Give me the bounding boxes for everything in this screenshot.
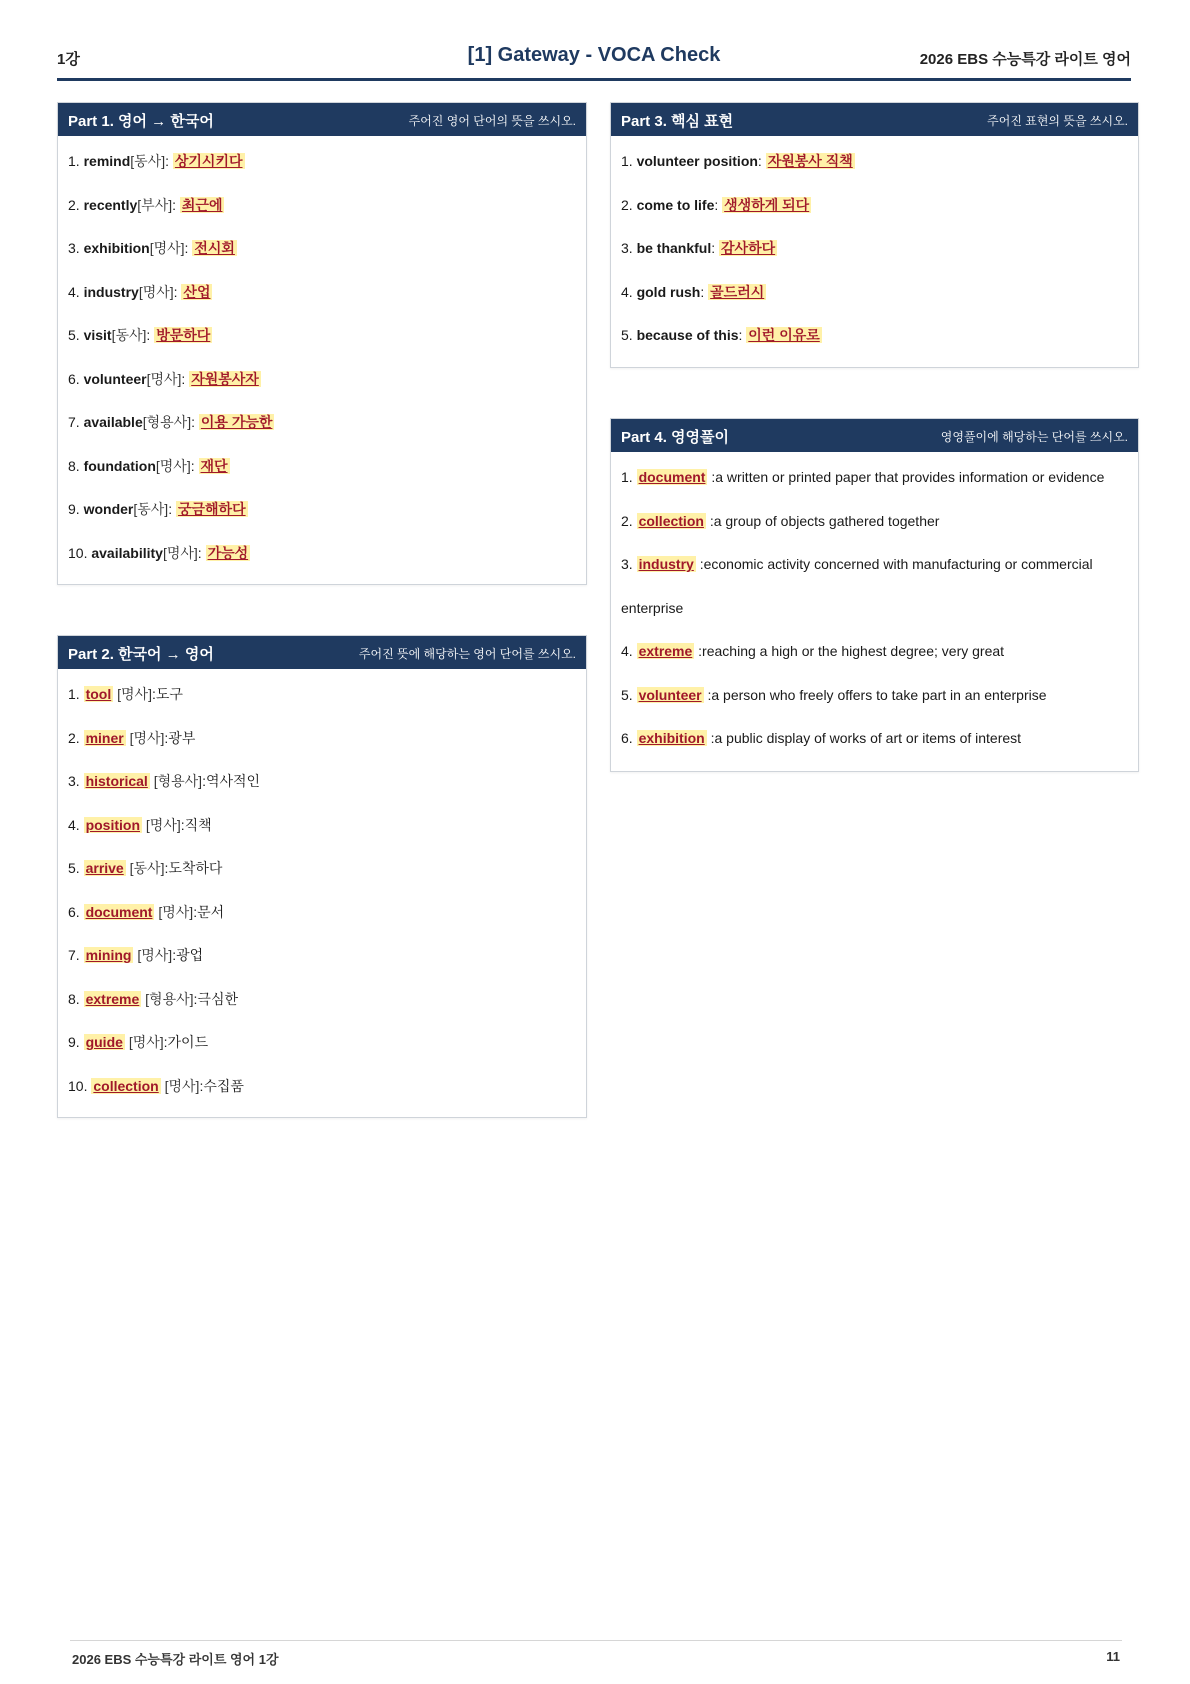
list-item xyxy=(68,184,576,228)
list-item xyxy=(68,271,576,315)
english-word: volunteer xyxy=(83,370,147,387)
separator: : xyxy=(711,240,716,256)
answer: 이용 가능한 xyxy=(200,414,273,430)
korean-meaning: :도구 xyxy=(151,686,183,702)
part-of-speech: [형용사] xyxy=(145,990,194,1007)
item-number: 9. xyxy=(68,1034,80,1050)
item-number: 10. xyxy=(68,1077,88,1094)
expression: volunteer position xyxy=(636,153,758,169)
part4-list xyxy=(611,452,1138,761)
part-of-speech: [동사] xyxy=(130,153,166,169)
item-number: 3. xyxy=(68,240,80,256)
answer: historical xyxy=(85,773,148,789)
item-number: 1. xyxy=(621,153,633,169)
separator: : xyxy=(197,544,202,561)
list-item xyxy=(68,227,576,271)
separator: : xyxy=(184,240,189,256)
separator: : xyxy=(172,196,176,213)
korean-meaning: :가이드 xyxy=(163,1034,209,1050)
part-of-speech: [형용사] xyxy=(142,414,192,430)
list-item xyxy=(68,804,576,848)
lesson-label: 1강 xyxy=(57,51,80,68)
item-number: 6. xyxy=(68,903,80,920)
expression: be thankful xyxy=(636,240,712,256)
answer: tool xyxy=(85,686,112,702)
item-number: 5. xyxy=(68,860,80,876)
part-of-speech: [명사] xyxy=(117,686,152,702)
item-number: 10. xyxy=(68,544,88,561)
separator: : xyxy=(190,457,195,474)
korean-meaning: :직책 xyxy=(180,816,212,833)
part4-panel xyxy=(610,418,1139,772)
part-of-speech: [명사] xyxy=(145,816,181,833)
item-number: 2. xyxy=(68,729,80,746)
item-number: 5. xyxy=(621,686,633,703)
answer: 가능성 xyxy=(207,544,249,561)
part-of-speech: [명사] xyxy=(164,1077,200,1094)
item-number: 3. xyxy=(68,773,80,789)
answer: 산업 xyxy=(183,283,211,300)
answer: exhibition xyxy=(638,730,705,746)
expression: gold rush xyxy=(636,283,701,300)
definition: :economic activity concerned with manufacturing or commercial xyxy=(699,556,1093,572)
part-of-speech: [명사] xyxy=(162,544,198,561)
item-number: 7. xyxy=(68,414,80,430)
list-item xyxy=(68,401,576,445)
part-of-speech: [동사] xyxy=(129,860,165,876)
part4-instruction: 영영풀이에 해당하는 단어를 쓰시오. xyxy=(940,430,1128,444)
list-item xyxy=(68,445,576,489)
item-number: 4. xyxy=(621,283,633,300)
item-number: 1. xyxy=(68,153,80,169)
part2-panel xyxy=(57,635,587,1118)
list-item xyxy=(68,934,576,978)
english-word: visit xyxy=(83,327,112,343)
answer: document xyxy=(638,469,706,485)
page-number: 11 xyxy=(1106,1649,1120,1664)
item-number: 2. xyxy=(621,196,633,213)
korean-meaning: :도착하다 xyxy=(164,860,223,876)
answer: volunteer xyxy=(638,686,702,703)
list-item xyxy=(68,140,576,184)
part-of-speech: [부사] xyxy=(137,196,173,213)
list-item xyxy=(68,847,576,891)
page-title: [1] Gateway - VOCA Check xyxy=(467,44,721,66)
english-word: available xyxy=(83,414,143,430)
answer: 이런 이유로 xyxy=(748,327,820,343)
part-of-speech: [명사] xyxy=(137,947,173,963)
answer: guide xyxy=(85,1034,123,1050)
list-item xyxy=(68,673,576,717)
definition: :a person who freely offers to take part in an enterprise xyxy=(707,686,1047,703)
part-of-speech: [명사] xyxy=(155,457,191,474)
list-item xyxy=(68,1021,576,1065)
english-word: recently xyxy=(83,196,138,213)
english-word: remind xyxy=(83,153,131,169)
separator: : xyxy=(181,370,186,387)
part-of-speech: [동사] xyxy=(111,327,147,343)
answer: 골드러시 xyxy=(710,283,765,300)
list-item xyxy=(68,488,576,532)
answer: 자원봉사 직책 xyxy=(767,153,853,169)
answer: 최근에 xyxy=(181,196,223,213)
english-word: industry xyxy=(83,283,139,300)
part-of-speech: [명사] xyxy=(129,729,165,746)
item-number: 8. xyxy=(68,990,80,1007)
item-number: 4. xyxy=(68,283,80,300)
item-number: 2. xyxy=(621,512,633,529)
part-of-speech: [명사] xyxy=(128,1034,164,1050)
list-item xyxy=(68,358,576,402)
separator: : xyxy=(168,501,173,517)
item-number: 3. xyxy=(621,556,633,572)
korean-meaning: :극심한 xyxy=(193,990,238,1007)
part4-header xyxy=(611,419,1138,452)
answer: 감사하다 xyxy=(721,240,776,256)
answer: 생생하게 되다 xyxy=(724,196,810,213)
book-title: 2026 EBS 수능특강 라이트 영어 xyxy=(919,51,1131,68)
part1-header xyxy=(58,103,586,136)
list-item xyxy=(621,717,1128,761)
separator: : xyxy=(165,153,169,169)
list-item xyxy=(621,674,1128,718)
answer: 방문하다 xyxy=(156,327,211,343)
answer: mining xyxy=(85,947,132,963)
answer: collection xyxy=(93,1077,159,1094)
list-item xyxy=(68,1065,576,1109)
list-item xyxy=(621,184,1128,228)
expression: because of this xyxy=(636,327,739,343)
english-word: availability xyxy=(91,544,163,561)
part4-title: Part 4. 영영풀이 xyxy=(621,429,729,446)
definition: :a public display of works of art or items of interest xyxy=(710,730,1022,746)
part3-panel xyxy=(610,102,1139,368)
korean-meaning: :문서 xyxy=(193,903,225,920)
answer: 궁금해하다 xyxy=(177,501,246,517)
list-item xyxy=(621,630,1128,674)
list-item xyxy=(68,978,576,1022)
list-item xyxy=(621,227,1128,271)
part2-header xyxy=(58,636,586,669)
answer: document xyxy=(85,903,153,920)
answer: arrive xyxy=(85,860,124,876)
list-item xyxy=(68,314,576,358)
answer: industry xyxy=(638,556,694,572)
separator: : xyxy=(738,327,743,343)
item-number: 4. xyxy=(621,643,633,659)
answer: extreme xyxy=(638,643,693,659)
part3-header xyxy=(611,103,1138,136)
footer-title: 2026 EBS 수능특강 라이트 영어 1강 xyxy=(72,1652,279,1667)
definition: :a written or printed paper that provides information or evidence xyxy=(711,469,1105,485)
part-of-speech: [동사] xyxy=(133,501,169,517)
part1-title: Part 1. 영어 → 한국어 xyxy=(68,113,214,130)
item-number: 6. xyxy=(68,370,80,387)
list-item xyxy=(621,140,1128,184)
part3-title: Part 3. 핵심 표현 xyxy=(621,113,734,130)
list-item xyxy=(68,717,576,761)
part-of-speech: [명사] xyxy=(146,370,182,387)
english-word: foundation xyxy=(83,457,156,474)
list-item xyxy=(68,760,576,804)
list-item xyxy=(621,456,1128,500)
separator: : xyxy=(146,327,151,343)
part2-instruction: 주어진 뜻에 해당하는 영어 단어를 쓰시오. xyxy=(358,647,576,661)
expression: come to life xyxy=(636,196,715,213)
item-number: 1. xyxy=(68,686,80,702)
item-number: 2. xyxy=(68,196,80,213)
item-number: 5. xyxy=(68,327,80,343)
korean-meaning: :역사적인 xyxy=(202,773,261,789)
item-number: 6. xyxy=(621,730,633,746)
part-of-speech: [명사] xyxy=(158,903,194,920)
korean-meaning: :광부 xyxy=(164,729,196,746)
page-header xyxy=(57,44,1131,81)
definition: :reaching a high or the highest degree; very great xyxy=(698,643,1005,659)
answer: extreme xyxy=(85,990,140,1007)
separator: : xyxy=(700,283,705,300)
item-number: 3. xyxy=(621,240,633,256)
answer: 재단 xyxy=(200,457,228,474)
part-of-speech: [명사] xyxy=(138,283,174,300)
page-footer xyxy=(70,1640,1122,1667)
part-of-speech: [형용사] xyxy=(153,773,203,789)
part2-title: Part 2. 한국어 → 영어 xyxy=(68,646,214,663)
separator: : xyxy=(191,414,195,430)
definition-continuation: enterprise xyxy=(621,599,684,616)
part2-list xyxy=(58,669,586,1108)
item-number: 5. xyxy=(621,327,633,343)
item-number: 8. xyxy=(68,457,80,474)
part1-instruction: 주어진 영어 단어의 뜻을 쓰시오. xyxy=(408,114,576,128)
part-of-speech: [명사] xyxy=(149,240,185,256)
part3-list xyxy=(611,136,1138,358)
english-word: wonder xyxy=(83,501,134,517)
answer: miner xyxy=(85,729,124,746)
answer: 전시회 xyxy=(194,240,235,256)
korean-meaning: :광업 xyxy=(172,947,204,963)
list-item xyxy=(621,314,1128,358)
answer: collection xyxy=(638,512,704,529)
answer: 상기시키다 xyxy=(174,153,243,169)
list-item xyxy=(68,891,576,935)
list-item xyxy=(68,532,576,576)
list-item xyxy=(621,271,1128,315)
answer: 자원봉사자 xyxy=(191,370,259,387)
separator: : xyxy=(757,153,762,169)
list-item xyxy=(621,543,1128,587)
part1-list xyxy=(58,136,586,575)
part3-instruction: 주어진 표현의 뜻을 쓰시오. xyxy=(987,114,1128,128)
part1-panel xyxy=(57,102,587,585)
separator: : xyxy=(173,283,178,300)
list-item xyxy=(621,500,1128,544)
english-word: exhibition xyxy=(83,240,150,256)
separator: : xyxy=(714,196,719,213)
item-number: 7. xyxy=(68,947,80,963)
item-number: 1. xyxy=(621,469,633,485)
answer: position xyxy=(85,816,141,833)
item-number: 4. xyxy=(68,816,80,833)
definition: :a group of objects gathered together xyxy=(709,512,940,529)
item-number: 9. xyxy=(68,501,80,517)
korean-meaning: :수집품 xyxy=(199,1077,244,1094)
